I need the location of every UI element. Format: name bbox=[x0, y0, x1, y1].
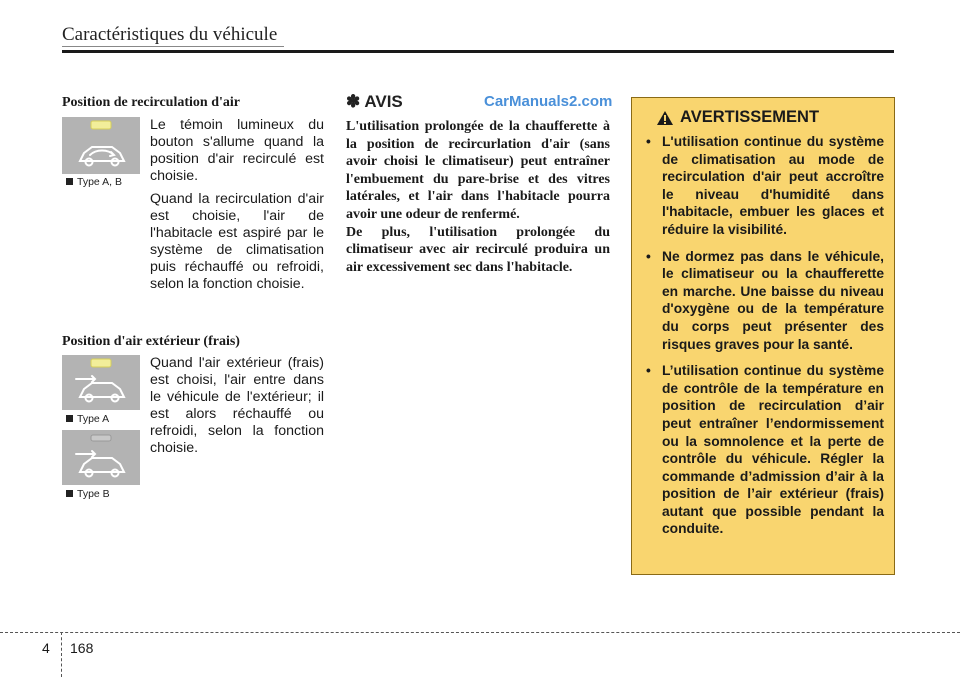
bullet-icon: • bbox=[646, 248, 651, 264]
fresh-para: Quand l'air extérieur (frais) est choisi, l'air entre dans le véhicule de l'extérieur; il est alors réchauffé ou refroidi, selon la fonction choisie. bbox=[150, 355, 324, 456]
fresh-heading: Position d'air extérieur (frais) bbox=[62, 334, 240, 349]
warning-item: • L’utilisation continue du système de contrôle de la température en position de recirculation d’air peut entraîner l’endormissement ou la somnolence et la perte de contrôle du véhicule. Régler la commande d’admission d’air à la position de l’air extérieur (frais) autant que possible pendant la conduite. bbox=[646, 363, 884, 537]
recirc-para-1: Le témoin lumineux du bouton s'allume quand la position d'air recirculé est choisie. bbox=[150, 117, 324, 184]
recirc-caption: Type A, B bbox=[66, 176, 122, 188]
warning-item: • Ne dormez pas dans le véhicule, le climatiseur ou la chaufferette en marche. Une baisse du niveau d'oxygène ou de la température du corps peut présenter des risques graves pour la santé. bbox=[646, 248, 884, 352]
avis-title: ✽ AVIS bbox=[346, 92, 403, 111]
bullet-icon: • bbox=[646, 134, 651, 149]
page-number: 168 bbox=[70, 640, 94, 656]
square-bullet-icon bbox=[66, 415, 73, 422]
square-bullet-icon bbox=[66, 490, 73, 497]
fresh-car-icon-a bbox=[62, 355, 140, 410]
header-rule-thin bbox=[62, 46, 284, 47]
recirc-button-image bbox=[62, 117, 140, 174]
avis-body: L'utilisation prolongée de la chaufferette à la position de recircurlation d'air (sans avoir choisi le climatiseur) peut entraîner l'embuement du pare-brise et des vitres latérales, et l'air dans l'habitacle pourra avoir une odeur de renfermé. De plus, l'utilisation prolongée du climatiseur avec air recirculé produira un air excessivement sec dans l'habitacle. bbox=[346, 119, 610, 275]
fresh-car-icon-b bbox=[62, 430, 140, 485]
asterisk-icon: ✽ bbox=[346, 92, 361, 111]
recirc-para-2: Quand la recirculation d'air est choisie, l'air de l'habitacle est aspiré par le système de climatisation puis réchauffé ou refroidi, selon la fonction choisie. bbox=[150, 191, 324, 292]
header-rule bbox=[62, 50, 894, 53]
warning-box bbox=[631, 97, 895, 575]
fresh-caption-a: Type A bbox=[66, 413, 109, 425]
fresh-button-image-b bbox=[62, 430, 140, 485]
square-bullet-icon bbox=[66, 178, 73, 185]
warning-triangle-icon bbox=[656, 110, 674, 126]
page-header-title: Caractéristiques du véhicule bbox=[62, 24, 278, 45]
bullet-icon: • bbox=[646, 363, 651, 379]
fresh-button-image-a bbox=[62, 355, 140, 410]
recirc-car-icon bbox=[62, 117, 140, 174]
recirc-text bbox=[150, 117, 324, 299]
chapter-number: 4 bbox=[42, 640, 50, 656]
warning-item: • L'utilisation continue du système de climatisation au mode de recirculation d'air peut accroître le niveau d'humidité dans l'habitacle, embuer les glaces et réduire la visibilité. bbox=[646, 134, 884, 237]
footer-divider bbox=[61, 632, 62, 677]
fresh-caption-b: Type B bbox=[66, 488, 110, 500]
recirc-heading: Position de recirculation d'air bbox=[62, 95, 240, 110]
footer-rule bbox=[0, 632, 960, 633]
watermark-link[interactable]: CarManuals2.com bbox=[484, 93, 613, 110]
fresh-text bbox=[150, 355, 324, 463]
warning-heading: AVERTISSEMENT bbox=[656, 108, 884, 127]
